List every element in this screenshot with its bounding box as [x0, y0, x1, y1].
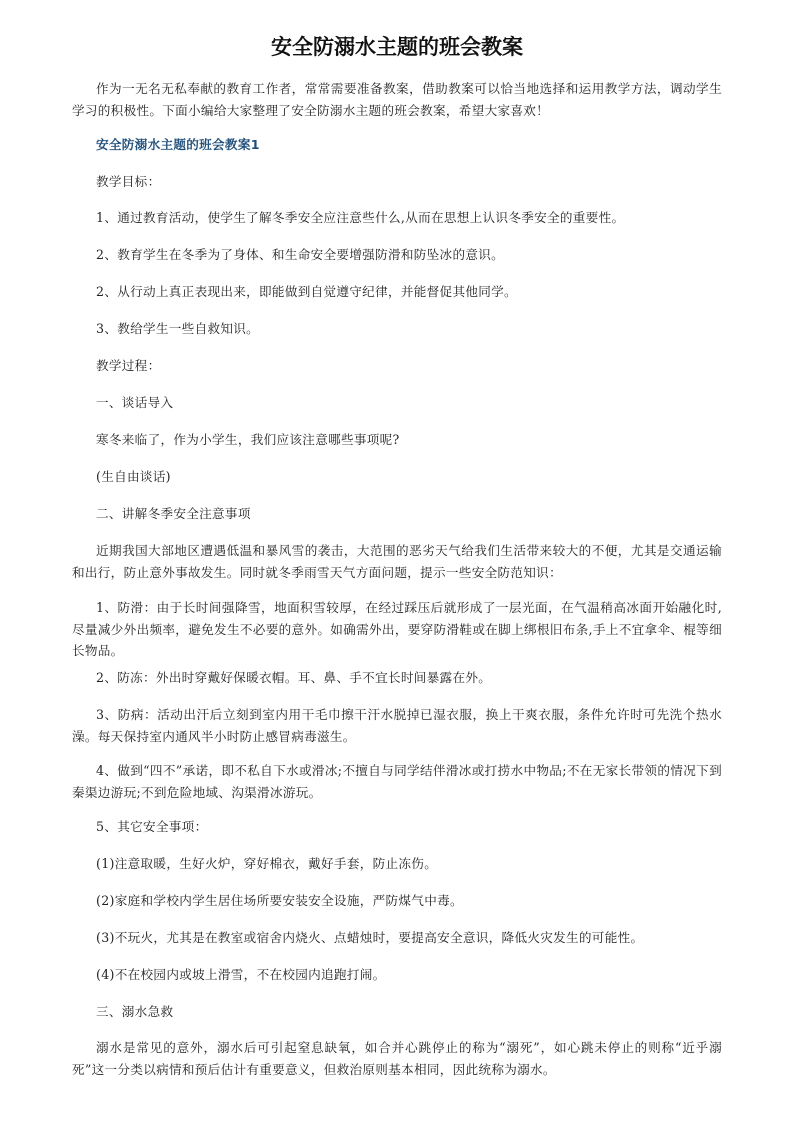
paragraph: 2、教育学生在冬季为了身体、和生命安全要增强防滑和防坠冰的意识。 [96, 247, 505, 262]
paragraph: (4)不在校园内或坡上滑雪，不在校园内追跑打闹。 [96, 967, 386, 982]
paragraph: 3、防病：活动出汗后立刻到室内用干毛巾擦干汗水脱掉已湿衣服，换上干爽衣服，条件允许时可先洗个热水澡。每天保持室内通风半小时防止感冒病毒滋生。 [72, 707, 722, 744]
paragraph: 3、教给学生一些自救知识。 [96, 321, 260, 336]
paragraph: 2、防冻：外出时穿戴好保暖衣帽。耳、鼻、手不宜长时间暴露在外。 [96, 670, 492, 685]
paragraph: 1、通过教育活动，使学生了解冬季安全应注意些什么,从而在思想上认识冬季安全的重要性。 [96, 210, 625, 225]
paragraph: (1)注意取暖，生好火炉，穿好棉衣，戴好手套，防止冻伤。 [96, 856, 438, 871]
intro-paragraph: 作为一无名无私奉献的教育工作者，常常需要准备教案，借助教案可以恰当地选择和运用教学方法，调动学生学习的积极性。下面小编给大家整理了安全防溺水主题的班会教案，希望大家喜欢！ [72, 81, 722, 118]
paragraph: 4、做到“四不”承诺，即不私自下水或滑冰;不擅自与同学结伴滑冰或打捞水中物品;不在无家长带领的情况下到秦渠边游玩;不到危险地域、沟渠滑冰游玩。 [72, 763, 722, 800]
paragraph: 2、从行动上真正表现出来，即能做到自觉遵守纪律，并能督促其他同学。 [96, 284, 517, 299]
paragraph: 二、讲解冬季安全注意事项 [96, 506, 251, 521]
paragraph: 寒冬来临了，作为小学生，我们应该注意哪些事项呢? [96, 432, 400, 447]
paragraph: 5、其它安全事项： [96, 819, 208, 834]
paragraph: 三、溺水急救 [96, 1004, 174, 1019]
paragraph: 一、谈话导入 [96, 395, 174, 410]
paragraph: (3)不玩火，尤其是在教室或宿舍内烧火、点蜡烛时，要提高安全意识，降低火灾发生的可能性。 [96, 930, 644, 945]
section-title: 安全防溺水主题的班会教案1 [96, 137, 260, 152]
paragraph: 1、防滑：由于长时间强降雪，地面积雪较厚，在经过踩压后就形成了一层光面，在气温稍高冰面开始融化时,尽量减少外出频率，避免发生不必要的意外。如确需外出，要穿防滑鞋或在脚上绑根旧布条,手上不宜拿伞、棍等细长物品。 [72, 600, 722, 658]
paragraph: (2)家庭和学校内学生居住场所要安装安全设施，严防煤气中毒。 [96, 893, 463, 908]
paragraph: 近期我国大部地区遭遇低温和暴风雪的袭击，大范围的恶劣天气给我们生活带来较大的不便，尤其是交通运输和出行，防止意外事故发生。同时就冬季雨雪天气方面问题，提示一些安全防范知识： [72, 543, 722, 580]
paragraph: 教学过程： [96, 358, 161, 373]
paragraph: 溺水是常见的意外，溺水后可引起窒息缺氧，如合并心跳停止的称为“溺死”，如心跳未停止的则称“近乎溺死”这一分类以病情和预后估计有重要意义，但救治原则基本相同，因此统称为溺水。 [72, 1040, 722, 1077]
paragraph: (生自由谈话) [96, 469, 171, 484]
document-title: 安全防溺水主题的班会教案 [271, 35, 523, 59]
paragraph: 教学目标： [96, 174, 161, 189]
